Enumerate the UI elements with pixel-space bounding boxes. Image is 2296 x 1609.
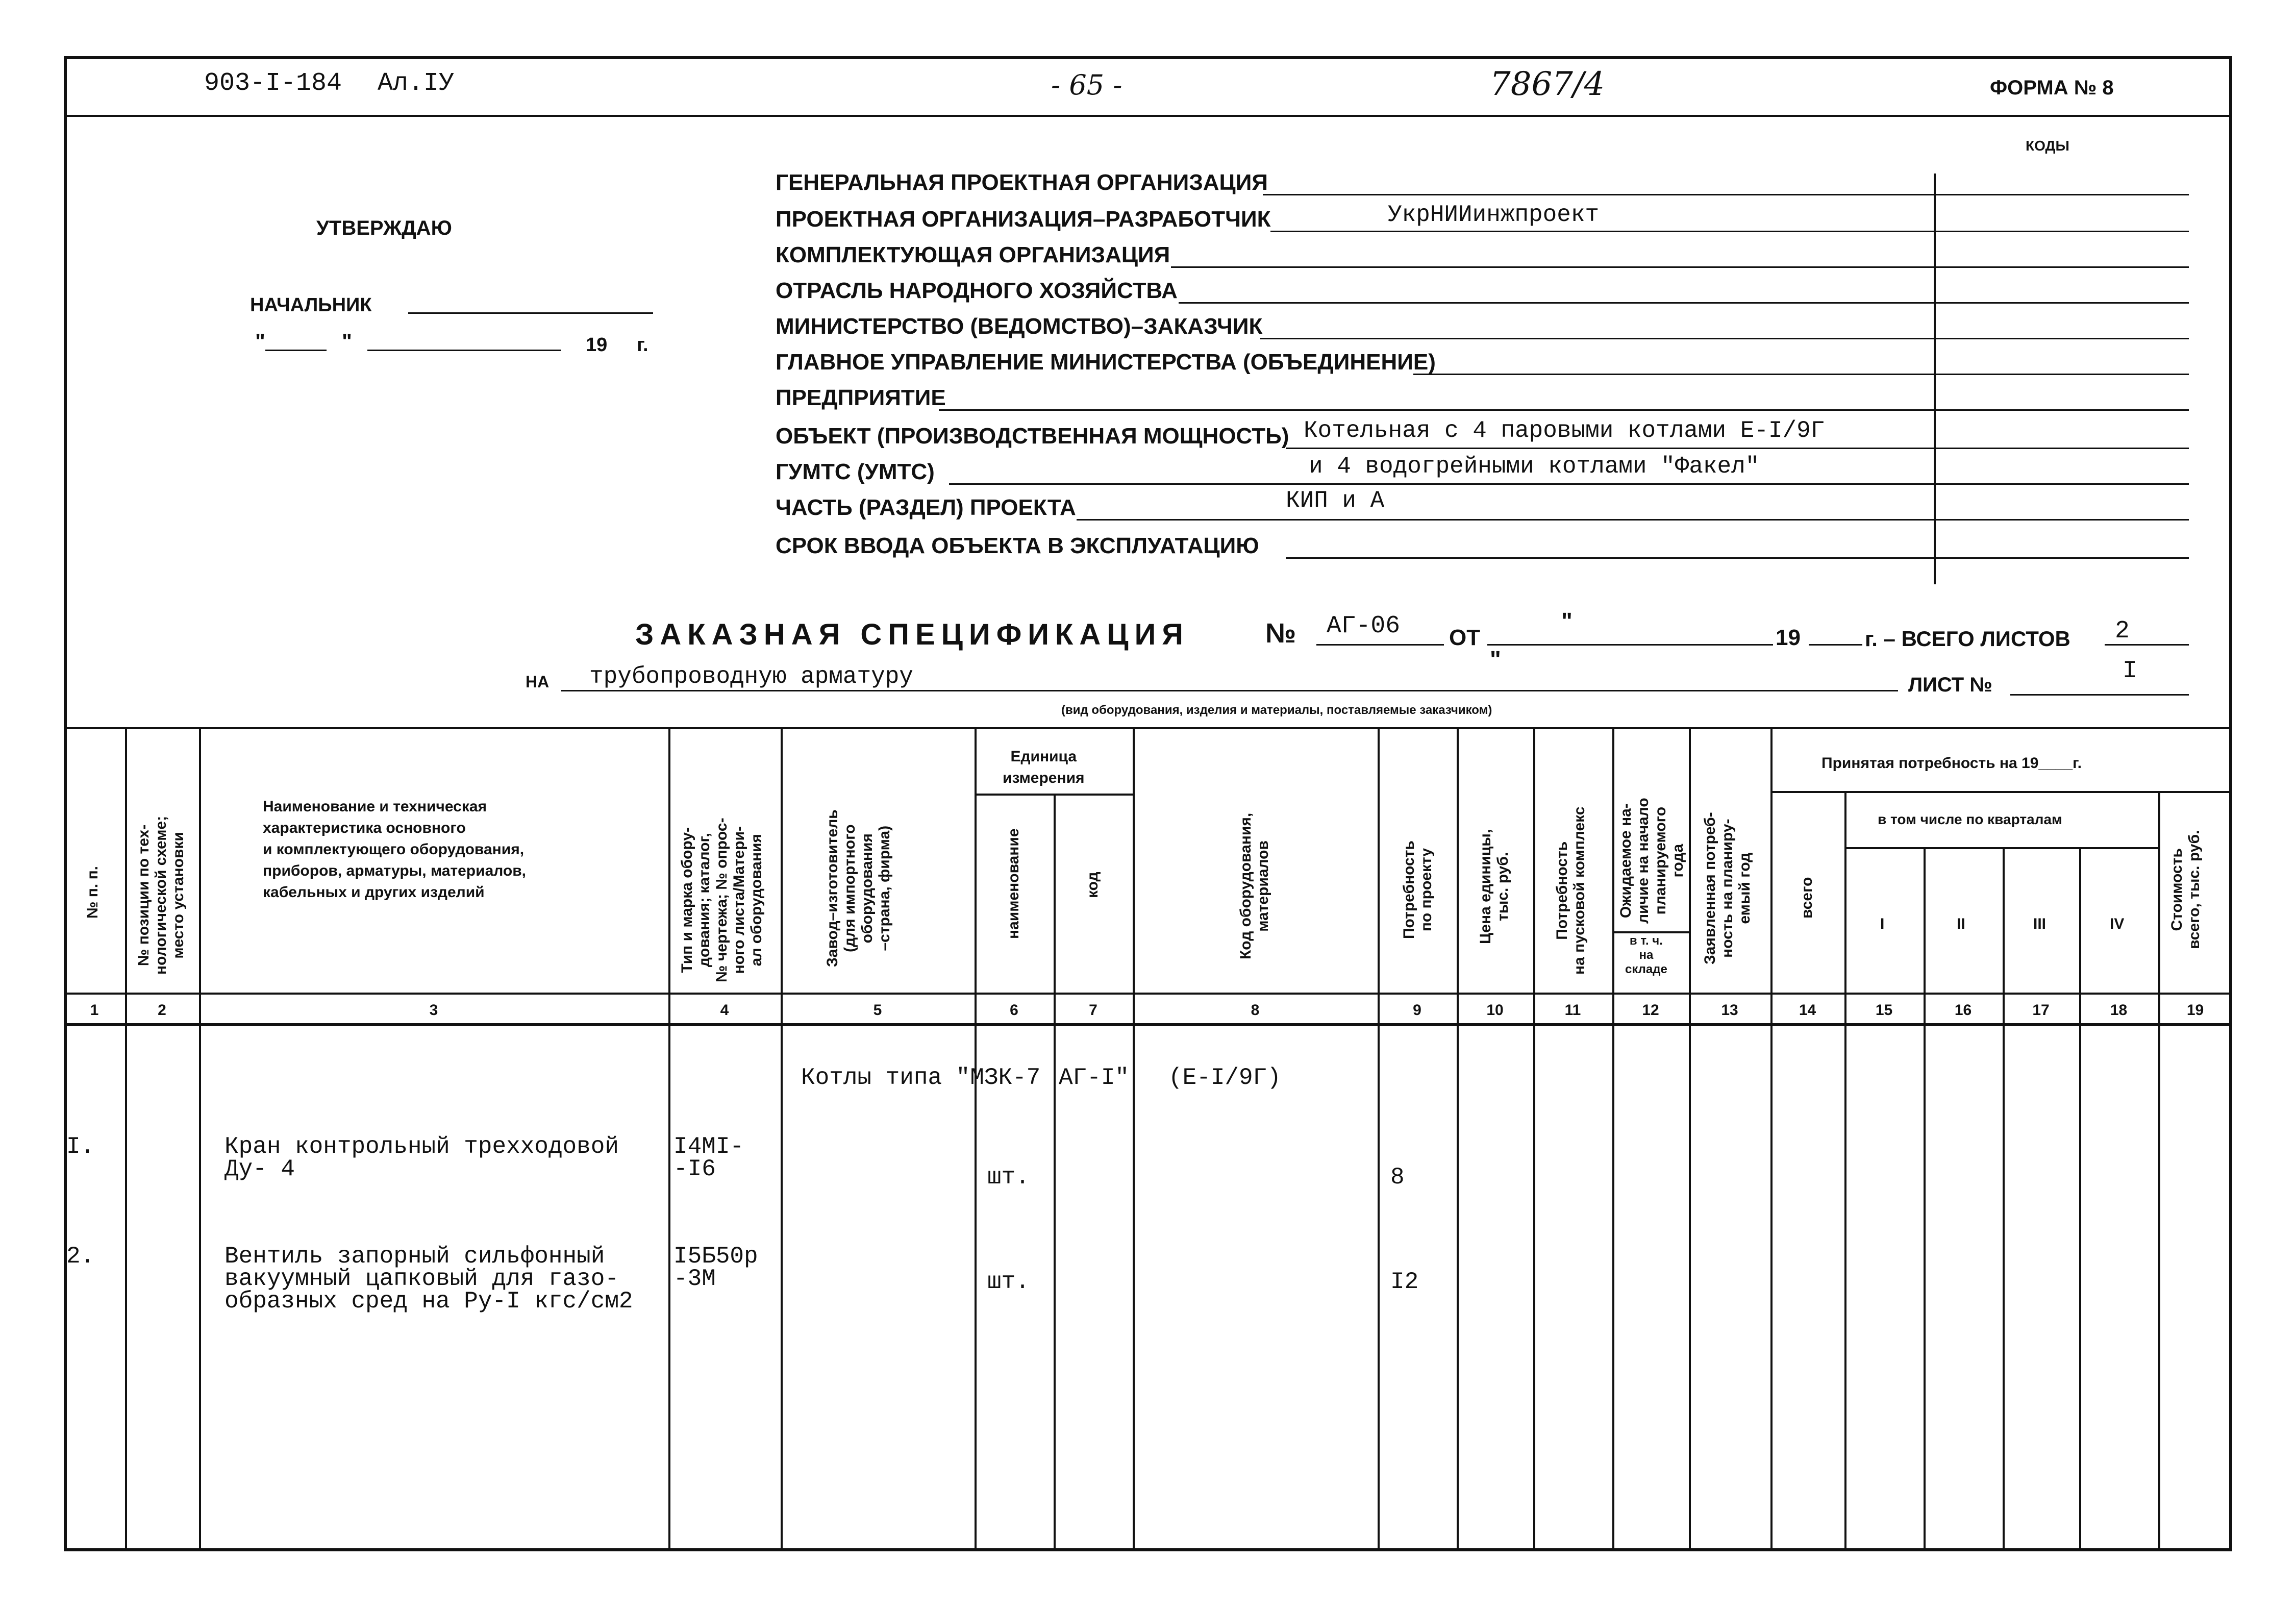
col-number-8: 8	[1251, 1002, 1260, 1019]
spec-quote-close: "	[1490, 646, 1501, 673]
date-quote-open: "	[255, 329, 265, 353]
spec-total-sheets-label: г. – ВСЕГО ЛИСТОВ	[1865, 627, 2070, 651]
col-number-7: 7	[1089, 1002, 1097, 1019]
col-header-equipment-code: Код оборудования, материалов	[1237, 812, 1271, 959]
gumts-line	[949, 483, 2189, 485]
col-number-12: 12	[1642, 1002, 1659, 1019]
spec-from-label: ОТ	[1449, 625, 1481, 650]
col-header-cost: Стоимость всего, тыс. руб.	[2168, 830, 2203, 949]
col-border-2	[199, 727, 201, 1551]
spec-total-sheets: 2	[2115, 617, 2130, 645]
spec-quote-open: "	[1561, 608, 1573, 634]
spec-title: ЗАКАЗНАЯ СПЕЦИФИКАЦИЯ	[635, 618, 1189, 651]
approve-label: УТВЕРЖДАЮ	[316, 217, 452, 239]
col-header-declared: Заявленная потреб- ность на планиру- емый год	[1702, 812, 1753, 964]
ministry-label: МИНИСТЕРСТВО (ВЕДОМСТВО)–ЗАКАЗЧИК	[776, 314, 1263, 339]
col-border-6	[1054, 794, 1056, 1551]
unit-group-header: Единица измерения	[1003, 748, 1085, 786]
row-item-unit: шт.	[987, 1269, 1030, 1295]
col-number-11: 11	[1564, 1002, 1581, 1019]
spec-sheet-line	[2010, 694, 2189, 696]
header-divider	[64, 115, 2232, 117]
supply-org-label: КОМПЛЕКТУЮЩАЯ ОРГАНИЗАЦИЯ	[776, 242, 1170, 267]
date-month-line	[367, 350, 561, 351]
supply-org-line	[1171, 266, 2189, 268]
col-number-10: 10	[1486, 1002, 1504, 1019]
spec-number-label: №	[1265, 618, 1296, 649]
col-border-15	[1924, 847, 1926, 1551]
col-border-18	[2158, 791, 2160, 1551]
row-item-name: Кран контрольный трехходовой Ду- 4	[224, 1133, 619, 1182]
approval-year-suffix: г.	[637, 334, 648, 356]
approval-year: 19	[586, 334, 608, 356]
chief-signature-line	[408, 312, 653, 314]
col-border-13	[1770, 727, 1773, 1551]
table-header-bottom	[64, 993, 2232, 995]
spec-sheet-number: I	[2123, 657, 2137, 685]
spec-subject: трубопроводную арматуру	[589, 663, 913, 690]
col-header-project-need: Потребность по проекту	[1401, 840, 1435, 939]
col-header-position: № позиции по тех- нологической схеме; место установки	[135, 815, 187, 975]
album-ref: Ал.IУ	[378, 69, 455, 98]
col-border-4	[781, 727, 783, 1551]
col-header-total: всего	[1799, 877, 1815, 919]
col-number-14: 14	[1799, 1002, 1816, 1019]
col-header-expected: Ожидаемое на- личие на начало планируемого года	[1617, 798, 1686, 924]
project-part-value: КИП и А	[1286, 487, 1385, 514]
col-header-name: Наименование и техническая характеристика основного и комплектующего оборудования, приборов, арматуры, материалов, кабельных и других изделий	[263, 798, 527, 901]
row-item-type: I5Б50р -3М	[673, 1243, 758, 1292]
section-note-type: АГ-I"	[1059, 1065, 1130, 1091]
general-design-org-line	[1263, 194, 2189, 195]
gumts-value: и 4 водогрейными котлами "Факел"	[1309, 453, 1760, 480]
enterprise-line	[939, 409, 2189, 411]
col-border-14	[1844, 791, 1846, 1551]
col-header-number: № п. п.	[84, 865, 101, 919]
col-header-q3: III	[2033, 915, 2047, 932]
section-note-maker: Котлы типа "МЗК-7	[801, 1065, 1041, 1091]
row-item-type: I4МI- -I6	[673, 1133, 744, 1182]
quarters-group-header: в том числе по кварталам	[1878, 811, 2062, 827]
col-header-type: Тип и марка обору- дования; каталог, № чертежа; № опрос- ного листа/Матери- ал оборудования	[679, 818, 765, 982]
col-border-3	[668, 727, 670, 1551]
codes-divider	[1934, 174, 1936, 584]
col-header-unit-price: Цена единицы, тыс. руб.	[1477, 829, 1511, 944]
col-border-11	[1612, 727, 1614, 1551]
spec-total-sheets-line	[2105, 644, 2189, 646]
accepted-group-divider	[1770, 791, 2232, 793]
table-colnum-bottom	[64, 1023, 2232, 1026]
spec-number: АГ-06	[1327, 612, 1401, 640]
general-design-org-label: ГЕНЕРАЛЬНАЯ ПРОЕКТНАЯ ОРГАНИЗАЦИЯ	[776, 170, 1268, 195]
col-number-3: 3	[429, 1002, 438, 1019]
commissioning-line	[1286, 557, 2189, 559]
document-number: 7867/4	[1490, 65, 1605, 103]
col-border-9	[1457, 727, 1459, 1551]
spec-date-line	[1487, 644, 1773, 646]
main-directorate-line	[1413, 374, 2189, 375]
col-border-12	[1689, 727, 1691, 1551]
commissioning-label: СРОК ВВОДА ОБЪЕКТА В ЭКСПЛУАТАЦИЮ	[776, 533, 1259, 558]
col-header-q2: II	[1957, 915, 1965, 932]
col-header-q1: I	[1880, 915, 1885, 932]
col-border-1	[125, 727, 127, 1551]
expected-sub-divider	[1612, 931, 1689, 933]
row-number: 2.	[66, 1243, 95, 1270]
col-number-9: 9	[1413, 1002, 1421, 1019]
industry-label: ОТРАСЛЬ НАРОДНОГО ХОЗЯЙСТВА	[776, 278, 1178, 303]
object-label: ОБЪЕКТ (ПРОИЗВОДСТВЕННАЯ МОЩНОСТЬ)	[776, 424, 1289, 449]
col-border-17	[2079, 847, 2081, 1551]
col-header-q4: IV	[2110, 915, 2125, 932]
industry-line	[1179, 302, 2189, 304]
date-day-line	[265, 350, 327, 351]
table-top-border	[64, 727, 2232, 729]
row-item-unit: шт.	[987, 1164, 1030, 1191]
project-part-line	[1077, 519, 2189, 521]
row-item-quantity: 8	[1390, 1164, 1405, 1191]
row-number: I.	[66, 1133, 95, 1160]
enterprise-label: ПРЕДПРИЯТИЕ	[776, 385, 946, 410]
col-number-2: 2	[158, 1002, 166, 1019]
col-number-18: 18	[2110, 1002, 2128, 1019]
col-number-17: 17	[2032, 1002, 2050, 1019]
col-header-launch-need: Потребность на пусковой комплекс	[1554, 806, 1588, 975]
col-header-in-stock: в т. ч. на складе	[1625, 934, 1667, 976]
spec-number-line	[1316, 644, 1444, 646]
row-item-name: Вентиль запорный сильфонный вакуумный цапковый для газо- образных сред на Ру-I кгс/см2	[224, 1243, 633, 1315]
object-value: Котельная с 4 паровыми котлами Е-I/9Г	[1304, 417, 1825, 444]
design-org-value: УкрНИИинжпроект	[1388, 202, 1600, 228]
col-border-7	[1133, 727, 1135, 1551]
design-org-line	[1270, 231, 2189, 232]
spec-for-label: НА	[526, 673, 550, 691]
object-line	[1286, 448, 2189, 449]
spec-year: 19	[1776, 625, 1801, 650]
col-number-16: 16	[1954, 1002, 1972, 1019]
sheet-ref: 903-I-184	[204, 69, 342, 98]
col-header-manufacturer: Завод–изготовитель (для импортного оборудования –страна, фирма)	[824, 809, 893, 967]
spec-year-line	[1809, 644, 1862, 646]
row-item-quantity: I2	[1390, 1269, 1419, 1295]
col-border-16	[2003, 847, 2005, 1551]
col-header-unit-code: код	[1084, 872, 1101, 898]
codes-label: КОДЫ	[2026, 138, 2069, 154]
gumts-label: ГУМТС (УМТС)	[776, 459, 935, 484]
chief-label: НАЧАЛЬНИК	[250, 294, 372, 316]
col-number-1: 1	[90, 1002, 99, 1019]
col-border-10	[1533, 727, 1535, 1551]
section-note-model: (Е-I/9Г)	[1168, 1065, 1281, 1091]
project-part-label: ЧАСТЬ (РАЗДЕЛ) ПРОЕКТА	[776, 495, 1076, 520]
col-number-4: 4	[720, 1002, 729, 1019]
date-quote-close: "	[342, 329, 352, 353]
col-number-13: 13	[1721, 1002, 1738, 1019]
design-org-label: ПРОЕКТНАЯ ОРГАНИЗАЦИЯ–РАЗРАБОТЧИК	[776, 207, 1271, 232]
col-border-5	[975, 727, 977, 1551]
col-number-19: 19	[2186, 1002, 2204, 1019]
col-number-5: 5	[873, 1002, 882, 1019]
quarters-group-divider	[1844, 847, 2158, 849]
ministry-line	[1260, 338, 2189, 339]
accepted-group-header: Принятая потребность на 19____г.	[1821, 755, 2082, 772]
spec-subject-line	[561, 690, 1898, 691]
spec-sheet-label: ЛИСТ №	[1908, 674, 1992, 696]
page-number: - 65 -	[1051, 69, 1122, 101]
col-number-6: 6	[1010, 1002, 1018, 1019]
col-number-15: 15	[1875, 1002, 1893, 1019]
main-directorate-label: ГЛАВНОЕ УПРАВЛЕНИЕ МИНИСТЕРСТВА (ОБЪЕДИНЕНИЕ)	[776, 350, 1436, 375]
col-header-unit-name: наименование	[1005, 828, 1022, 939]
form-number: ФОРМА № 8	[1990, 77, 2114, 99]
spec-subject-hint: (вид оборудования, изделия и материалы, поставляемые заказчиком)	[1061, 703, 1492, 717]
col-border-8	[1378, 727, 1380, 1551]
